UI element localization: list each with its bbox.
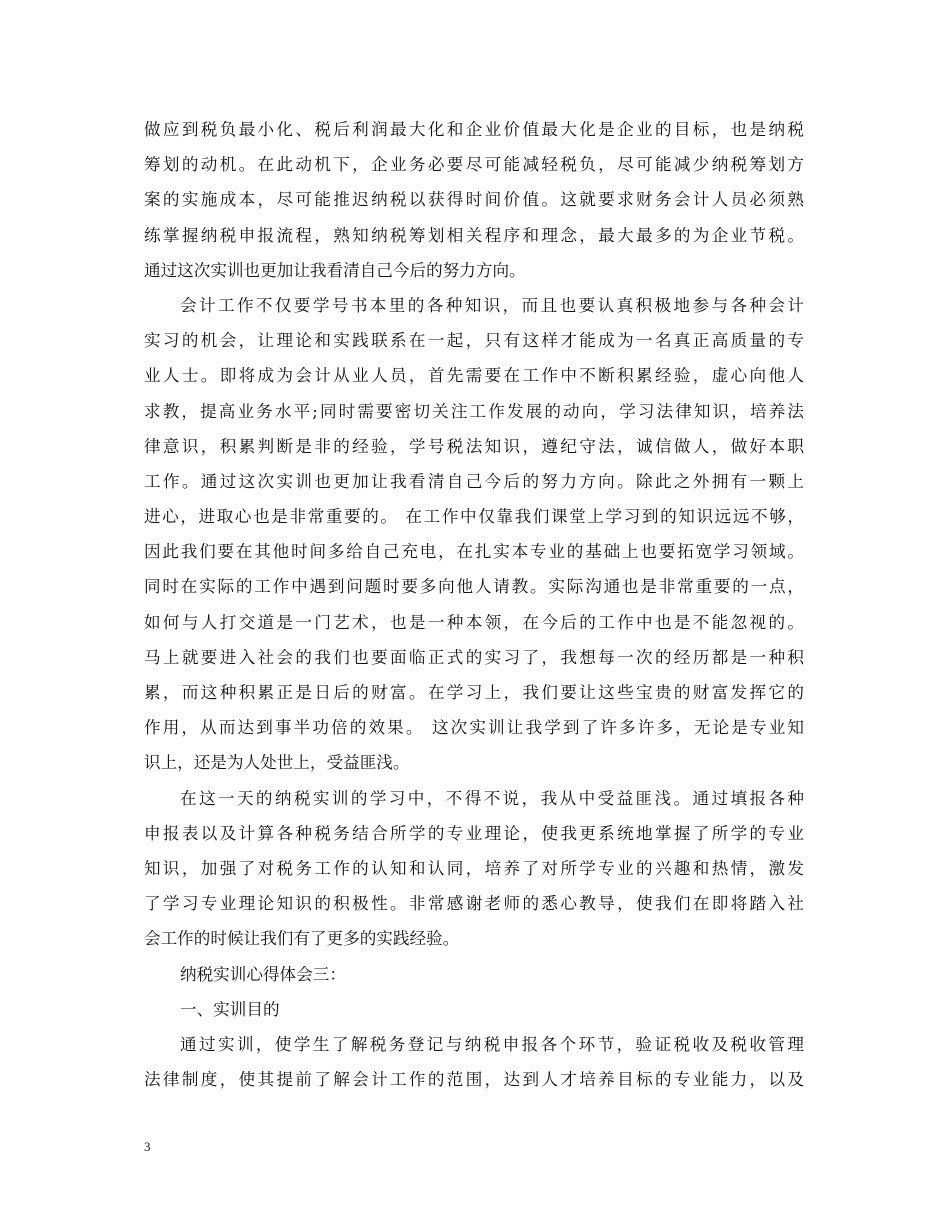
text-line: 通过实训，使学生了解税务登记与纳税申报各个环节，验证税收及税收管理 <box>180 1034 804 1054</box>
text-line: 工作。通过这次实训也更加让我看清自己今后的努力方向。除此之外拥有一颗上 <box>144 471 804 491</box>
text-line: 了学习专业理论知识的积极性。非常感谢老师的悉心教导，使我们在即将踏入社 <box>144 894 804 914</box>
paragraph <box>144 1027 804 1097</box>
text-line: 案的实施成本，尽可能推迟纳税以获得时间价值。这就要求财务会计人员必须熟 <box>144 190 804 210</box>
text-line: 做应到税负最小化、税后利润最大化和企业价值最大化是企业的目标，也是纳税 <box>144 120 804 139</box>
text-line: 作用，从而达到事半功倍的效果。 这次实训让我学到了许多许多，无论是专业知 <box>144 718 804 738</box>
text-line: 法律制度，使其提前了解会计工作的范围，达到人才培养目标的专业能力，以及 <box>144 1070 804 1090</box>
text-line: 律意识，积累判断是非的经验，学号税法知识，遵纪守法，诚信做人，做好本职 <box>144 436 804 456</box>
text-line: 马上就要进入社会的我们也要面临正式的实习了，我想每一次的经历都是一种积 <box>144 647 804 667</box>
text-line: 练掌握纳税申报流程，熟知纳税筹划相关程序和理念，最大最多的为企业节税。 <box>144 225 804 245</box>
paragraph <box>144 957 804 992</box>
text-line: 一、实训目的 <box>180 999 280 1019</box>
text-line: 在这一天的纳税实训的学习中，不得不说，我从中受益匪浅。通过填报各种 <box>180 788 804 808</box>
text-line: 筹划的动机。在此动机下，企业务必要尽可能减轻税负，尽可能减少纳税筹划方 <box>144 155 804 175</box>
text-line: 识上，还是为人处世上，受益匪浅。 <box>144 753 410 773</box>
text-line: 会计工作不仅要学号书本里的各种知识，而且也要认真积极地参与各种会计 <box>180 295 804 315</box>
paragraph <box>144 992 804 1027</box>
paragraph <box>144 288 804 781</box>
text-line: 知识，加强了对税务工作的认知和认同，培养了对所学专业的兴趣和热情，激发 <box>144 858 804 878</box>
page-number: 3 <box>144 1139 151 1154</box>
text-line: 通过这次实训也更加让我看清自己今后的努力方向。 <box>144 260 526 280</box>
text-line: 累，而这种积累正是日后的财富。在学习上，我们要让这些宝贵的财富发挥它的 <box>144 683 804 702</box>
text-line: 同时在实际的工作中遇到问题时要多向他人请教。实际沟通也是非常重要的一点， <box>144 577 804 597</box>
text-line: 纳税实训心得体会三： <box>180 964 346 984</box>
paragraph <box>144 781 804 957</box>
text-line: 进心，进取心也是非常重要的。 在工作中仅靠我们课堂上学习到的知识远远不够， <box>144 507 804 527</box>
text-line: 求教，提高业务水平;同时需要密切关注工作发展的动向，学习法律知识，培养法 <box>144 401 804 421</box>
text-line: 申报表以及计算各种税务结合所学的专业理论，使我更系统地掌握了所学的专业 <box>144 823 804 843</box>
paragraph <box>144 112 804 288</box>
text-line: 实习的机会，让理论和实践联系在一起，只有这样才能成为一名真正高质量的专 <box>144 331 804 351</box>
text-line: 业人士。即将成为会计从业人员，首先需要在工作中不断积累经验，虚心向他人 <box>144 366 804 386</box>
text-line: 如何与人打交道是一门艺术，也是一种本领，在今后的工作中也是不能忽视的。 <box>144 612 804 632</box>
text-line: 会工作的时候让我们有了更多的实践经验。 <box>144 929 460 949</box>
document-body <box>144 112 804 1097</box>
text-line: 因此我们要在其他时间多给自己充电，在扎实本专业的基础上也要拓宽学习领域。 <box>144 542 804 562</box>
